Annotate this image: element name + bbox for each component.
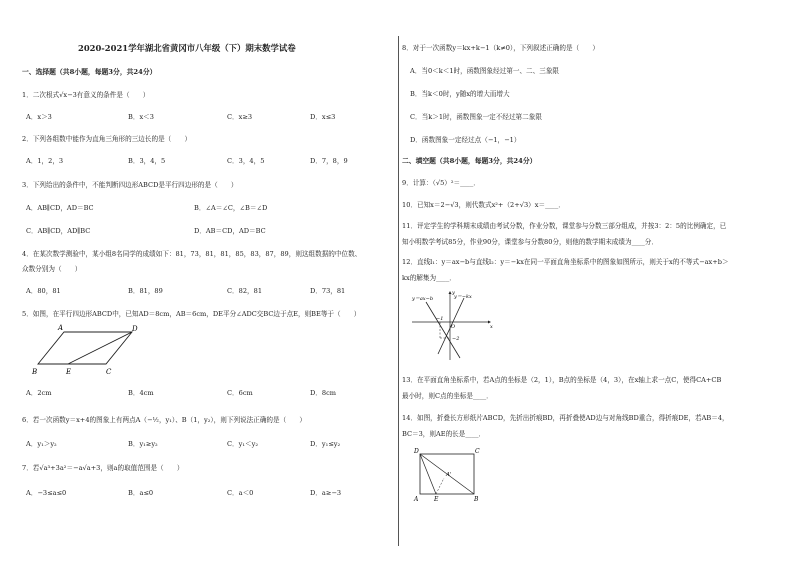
label-l1: y＝ax−b	[412, 296, 434, 302]
question-3: 3．下列给出的条件中，不能判断四边形ABCD是平行四边形的是（ ）	[22, 181, 238, 189]
linear-graph-figure	[412, 290, 492, 362]
q5-option-d: D．8cm	[310, 389, 337, 397]
q8-option-b: B．当k＜0时，y随x的增大而增大	[410, 90, 510, 98]
q1-option-b: B．x＜3	[128, 113, 154, 121]
label-e: E	[434, 496, 439, 503]
question-11-line1: 11．评定学生的学科期末成绩由考试分数，作业分数，课堂参与分数三部分组成，并按3：2：5的比例确定，已	[402, 222, 727, 230]
q6-option-c: C．y₁＜y₂	[227, 440, 258, 448]
segment-ea1	[436, 478, 444, 494]
section-heading-choice: 一、选择题（共8小题，每题3分，共24分）	[22, 68, 157, 76]
label-l2: y＝−kx	[454, 294, 472, 300]
q3-option-a: A．AB∥CD，AD＝BC	[26, 204, 94, 212]
q5-option-c: C．6cm	[227, 389, 253, 397]
q1-option-d: D．x≤3	[310, 113, 336, 121]
label-d: D	[132, 325, 138, 333]
q7-option-b: B．a≤0	[128, 489, 154, 497]
q2-option-c: C．3，4，5	[227, 157, 265, 165]
q5-option-a: A．2cm	[26, 389, 52, 397]
question-13-line1: 13．在平面直角坐标系中，若A点的坐标是（2，1），B点的坐标是（4，3），在x轴上求一点C，使得CA+CB	[402, 376, 722, 384]
question-7: 7．若√a³+3a²＝−a√a+3，则a的取值范围是（ ）	[22, 464, 184, 472]
question-6: 6．若一次函数y＝x+4的图象上有两点A（−½，y₁）、B（1，y₂），则下列说法正确的是（ ）	[22, 416, 306, 424]
question-10: 10．已知x＝2−√3，则代数式x²+（2+√3）x＝____．	[402, 201, 565, 209]
label-x: x	[490, 324, 493, 330]
q4-option-a: A．80，81	[26, 287, 61, 295]
label-origin: O	[451, 324, 456, 330]
question-1: 1．二次根式√x−3有意义的条件是（ ）	[22, 91, 150, 99]
q3-option-c: C．AB∥CD，AD∥BC	[26, 227, 91, 235]
q4-option-c: C．82，81	[227, 287, 263, 295]
q5-option-b: B．4cm	[128, 389, 154, 397]
question-5: 5．如图，在平行四边形ABCD中，已知AD＝8cm，AB＝6cm，DE平分∠ADC交BC边于点E，则BE等于（ ）	[22, 310, 361, 318]
q8-option-a: A．当0＜k＜1时，函数图象经过第一、二、三象限	[410, 67, 560, 75]
question-13-line2: 最小时，则C点的坐标是____．	[402, 392, 493, 400]
page-title: 2020-2021学年湖北省黄冈市八年级（下）期末数学试卷	[78, 43, 296, 53]
label-b: B	[32, 368, 38, 376]
label-a: A	[414, 496, 419, 503]
q6-option-a: A．y₁＞y₂	[26, 440, 57, 448]
q7-option-d: D．a≥−3	[310, 489, 342, 497]
label-c: C	[475, 448, 480, 455]
q6-option-b: B．y₁≥y₂	[128, 440, 158, 448]
q4-option-b: B．81，89	[128, 287, 163, 295]
label-minus-2: −2	[452, 336, 460, 342]
question-12-line1: 12．直线l₁：y＝ax−b与直线l₂：y＝−kx在同一平面直角坐标系中的图象如图所示，则关于x的不等式−ax+b＞	[402, 258, 729, 266]
q3-option-d: D．AB＝CD，AD＝BC	[194, 227, 266, 235]
q7-option-c: C．a＜0	[227, 489, 254, 497]
question-8: 8．对于一次函数y＝kx+k−1（k≠0），下列叙述正确的是（ ）	[402, 44, 599, 52]
label-y: y	[452, 290, 455, 296]
question-4-line1: 4．在某次数学测验中，某小组8名同学的成绩如下：81，73，81，81，85，83，87，89，则这组数据的中位数、	[22, 250, 362, 258]
label-b: B	[474, 496, 479, 503]
line-l1	[426, 302, 460, 358]
q3-option-b: B．∠A＝∠C，∠B＝∠D	[194, 204, 268, 212]
parallelogram-figure	[32, 324, 146, 378]
section-heading-fill: 二、填空题（共8小题，每题3分，共24分）	[402, 157, 537, 165]
q4-option-d: D．73，81	[310, 287, 346, 295]
q1-option-c: C．x≥3	[227, 113, 253, 121]
q2-option-a: A．1，2，3	[26, 157, 64, 165]
q8-option-c: C．当k＞1时，函数图象一定不经过第二象限	[410, 113, 542, 121]
question-4-line2: 众数分别为（ ）	[22, 265, 82, 273]
q8-option-d: D．函数图象一定经过点（−1，−1）	[410, 136, 521, 144]
q1-option-a: A．x＞3	[26, 113, 52, 121]
folded-rectangle-figure	[412, 446, 484, 502]
question-11-line2: 知小明数学考试85分，作业90分，课堂参与分数80分，则他的数学期末成绩为____分．	[402, 238, 658, 246]
question-9: 9．计算：（√5）²＝____．	[402, 179, 480, 187]
label-a: A	[58, 324, 64, 332]
question-2: 2．下列各组数中能作为直角三角形的三边长的是（ ）	[22, 135, 192, 143]
q6-option-d: D．y₁≤y₂	[310, 440, 341, 448]
label-a1: A'	[446, 472, 452, 478]
q2-option-d: D．7，8，9	[310, 157, 348, 165]
question-14-line1: 14．如图，折叠长方形纸片ABCD，先折出折痕BD，再折叠使AD边与对角线BD重合，得折痕DE，若AB＝4，	[402, 414, 729, 422]
q2-option-b: B．3，4，5	[128, 157, 166, 165]
segment-de	[68, 332, 132, 364]
question-12-line2: kx的解集为____．	[402, 274, 456, 282]
label-d: D	[414, 448, 419, 455]
q7-option-a: A．−3≤a≤0	[26, 489, 67, 497]
label-e: E	[66, 368, 72, 376]
label-minus-1: −1	[436, 316, 444, 322]
question-14-line2: BC＝3，则AE的长是____．	[402, 430, 486, 438]
label-c: C	[106, 368, 112, 376]
parallelogram-abcd	[38, 332, 132, 364]
column-divider	[398, 36, 399, 546]
